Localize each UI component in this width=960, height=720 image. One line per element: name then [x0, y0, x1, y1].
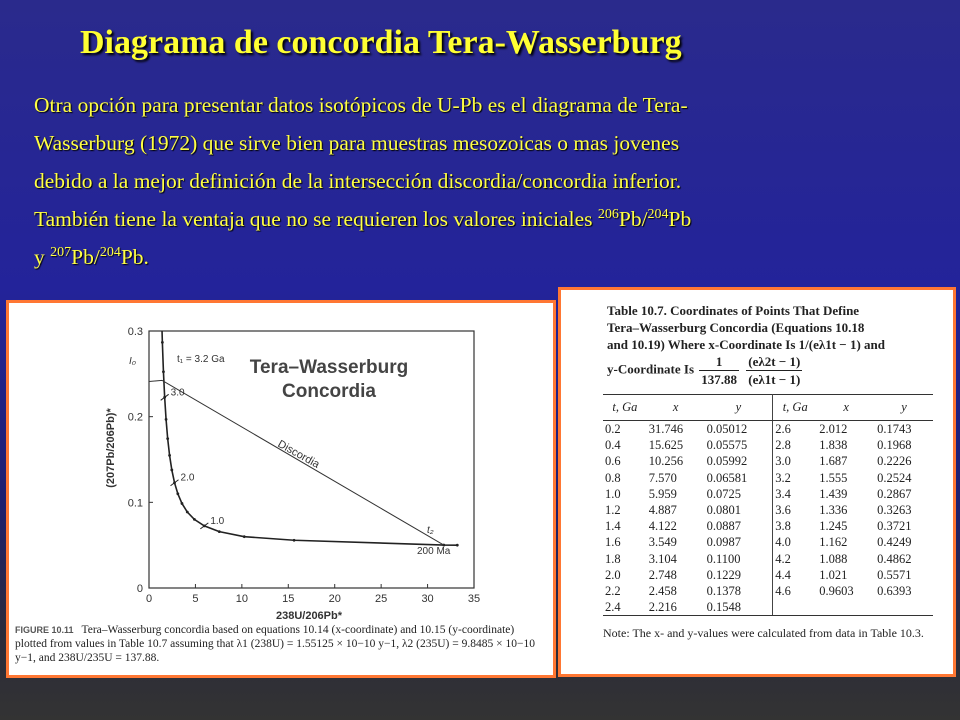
table-cell: 1.687	[819, 454, 848, 469]
table-row	[603, 437, 933, 453]
table-cell: 1.439	[819, 486, 848, 501]
concordia-point	[170, 469, 173, 472]
table-cell: 0.6	[605, 454, 621, 469]
table-title-line-3: and 10.19) Where x-Coordinate Is 1/(eλ1t − 1) and	[607, 337, 886, 352]
table-cell: 1.336	[819, 503, 848, 518]
superscript: 207	[50, 244, 72, 260]
table-cell: 0.1229	[705, 567, 773, 583]
concordia-point	[168, 454, 171, 457]
table-cell: 4.4	[775, 567, 791, 582]
t2-label: t₂	[427, 525, 434, 536]
concordia-point	[161, 341, 164, 344]
figure-panel	[6, 300, 556, 678]
intro-line-4-end: Pb	[668, 207, 692, 231]
table-cell	[817, 599, 875, 616]
concordia-point	[218, 530, 221, 533]
y-tick-label: 0	[136, 583, 143, 595]
table-cell	[773, 599, 818, 616]
table-cell: 4.122	[648, 519, 677, 534]
table-cell: 1.088	[819, 551, 848, 566]
age-label: 200 Ma	[417, 546, 451, 557]
table-cell: 0.2226	[877, 454, 912, 469]
table-panel	[558, 287, 956, 677]
table-cell: 4.0	[775, 535, 791, 550]
y-tick-label: 0.1	[127, 497, 143, 510]
table-cell: 1.838	[819, 438, 848, 453]
table-note: Note: The x- and y-values were calculated from data in Table 10.3.	[603, 626, 924, 641]
superscript: 204	[647, 206, 669, 222]
concordia-point	[243, 535, 246, 538]
table-cell: 0.1968	[877, 438, 912, 453]
intro-line-2: Wasserburg (1972) que sirve bien para muestras mesozoicas o mas jovenes	[34, 131, 680, 155]
table-cell: 0.05575	[705, 437, 773, 453]
discordia-label: Discordia	[275, 438, 322, 471]
table-cell: 3.549	[648, 535, 677, 550]
table-row	[603, 583, 933, 599]
coordinates-table	[603, 394, 933, 616]
annotation-label: 1.0	[210, 515, 225, 527]
table-cell: 0.05012	[705, 421, 773, 438]
table-cell: 3.4	[775, 486, 791, 501]
y-tick-label: 0.3	[127, 326, 143, 338]
concordia-line	[158, 303, 457, 545]
table-cell: 1.245	[819, 519, 848, 534]
y-tick-label: 0.2	[127, 411, 143, 424]
table-cell: 4.2	[775, 551, 791, 566]
table-cell: 0.06581	[705, 470, 773, 486]
x-tick-label: 15	[282, 593, 295, 605]
table-row	[603, 567, 933, 583]
chart-title-line-1: Tera–Wasserburg	[249, 357, 409, 378]
table-cell: 1.4	[605, 519, 621, 534]
table-cell: 3.0	[775, 454, 791, 469]
t1-label: t₁ = 3.2 Ga	[177, 354, 225, 365]
table-cell: 2.458	[648, 584, 677, 599]
table-cell: 1.021	[819, 567, 848, 582]
table-cell: 0.05992	[705, 453, 773, 469]
table-row	[603, 599, 933, 616]
table-cell: 10.256	[648, 454, 684, 469]
table-cell: 2.8	[775, 438, 791, 453]
intro-line-4-mid: Pb/	[618, 207, 648, 231]
table-cell: 3.6	[775, 503, 791, 518]
fraction-denominator: 137.88	[701, 372, 738, 387]
fraction-2-denominator: (eλ1t − 1)	[748, 372, 801, 387]
fraction-2	[746, 353, 802, 388]
superscript: 206	[597, 206, 619, 222]
table-row	[603, 502, 933, 518]
table-row	[603, 470, 933, 486]
table-cell: 2.0	[605, 567, 621, 582]
table-cell: 0.0725	[705, 486, 773, 502]
table-cell: 0.1100	[705, 551, 773, 567]
table-cell: 31.746	[648, 422, 684, 436]
table-cell: 0.6393	[877, 584, 912, 599]
concordia-point	[186, 511, 189, 514]
table-cell: 1.8	[605, 551, 621, 566]
concordia-point	[176, 492, 179, 495]
table-row	[603, 518, 933, 534]
concordia-point	[166, 437, 169, 440]
table-cell: 0.8	[605, 470, 621, 485]
table-cell: 0.1743	[877, 422, 912, 436]
table-cell: 0.4	[605, 438, 621, 453]
table-cell: 15.625	[648, 438, 684, 453]
table-cell: 7.570	[648, 470, 677, 485]
intro-line-4	[34, 200, 914, 238]
col-header: x	[817, 395, 875, 421]
table-title-line-2: Tera–Wasserburg Concordia (Equations 10.18	[607, 320, 865, 335]
col-header: y	[705, 395, 773, 421]
table-cell: 2.748	[648, 567, 677, 582]
x-tick-label: 0	[145, 593, 153, 605]
intro-line-1: Otra opción para presentar datos isotópicos de U-Pb es el diagrama de Tera-	[34, 93, 688, 117]
discordia-line	[149, 380, 444, 545]
table-cell: 1.2	[605, 503, 621, 518]
table-cell: 0.2	[605, 422, 621, 436]
table-header-row	[603, 395, 933, 421]
chart-title-line-2: Concordia	[282, 381, 376, 402]
table-row	[603, 486, 933, 502]
intro-line-5	[34, 238, 914, 276]
intro-line-4-text: También tiene la ventaja que no se requieren los valores iniciales	[34, 207, 598, 231]
table-cell: 2.216	[647, 599, 705, 616]
concordia-point	[165, 418, 168, 421]
concordia-point	[181, 502, 184, 505]
table-row	[603, 421, 933, 438]
coordinates-table-wrap	[603, 302, 933, 641]
col-header: x	[647, 395, 705, 421]
table-cell: 0.3721	[877, 519, 912, 534]
table-cell: 0.9603	[819, 584, 854, 599]
table-row	[603, 551, 933, 567]
table-cell: 2.2	[605, 584, 621, 599]
intro-line-5-mid: Pb/	[71, 245, 100, 269]
table-cell: 0.2524	[877, 470, 912, 485]
table-cell: 0.2867	[877, 486, 912, 501]
table-cell: 0.1548	[705, 599, 773, 616]
col-header: t, Ga	[603, 395, 647, 421]
col-header: t, Ga	[773, 395, 818, 421]
annotation-label: 3.0	[170, 387, 185, 399]
y-axis-label: (207Pb/206Pb)*	[105, 408, 117, 488]
table-cell: 0.1378	[705, 583, 773, 599]
table-cell: 0.0801	[705, 502, 773, 518]
fraction	[699, 353, 739, 388]
x-tick-label: 30	[421, 593, 434, 605]
concordia-point	[193, 518, 196, 521]
table-title-line-4-text: y-Coordinate Is	[607, 361, 695, 377]
x-tick-label: 25	[375, 593, 388, 605]
table-cell: 3.2	[775, 470, 791, 485]
table-cell: 0.3263	[877, 503, 912, 518]
table-row	[603, 534, 933, 550]
table-cell: 0.0887	[705, 518, 773, 534]
intro-line-5-end: Pb.	[120, 245, 149, 269]
table-cell: 0.5571	[877, 567, 912, 582]
table-cell: 0.0987	[705, 534, 773, 550]
table-cell: 0.4862	[877, 551, 912, 566]
intro-line-5-text: y	[34, 245, 51, 269]
table-cell: 0.4249	[877, 535, 912, 550]
table-cell: 3.8	[775, 519, 791, 534]
x-tick-label: 10	[235, 593, 248, 605]
x-tick-label: 20	[328, 593, 341, 605]
table-cell: 1.0	[605, 486, 621, 501]
fraction-2-numerator: (eλ2t − 1)	[748, 354, 801, 369]
table-cell: 3.104	[648, 551, 677, 566]
x-tick-label: 35	[467, 593, 481, 605]
table-cell: 4.6	[775, 584, 791, 599]
i0-label: I₀	[129, 356, 136, 367]
concordia-point	[456, 544, 459, 547]
table-row	[603, 453, 933, 469]
tera-wasserburg-chart	[9, 303, 553, 621]
table-cell: 1.555	[819, 470, 848, 485]
annotation-label: 2.0	[180, 472, 195, 484]
table-cell: 1.162	[819, 535, 848, 550]
table-cell: 2.012	[819, 422, 848, 436]
concordia-point	[162, 370, 165, 373]
figure-caption	[15, 623, 545, 665]
table-cell: 2.4	[603, 599, 647, 616]
table-cell: 4.887	[648, 503, 677, 518]
concordia-point	[293, 539, 296, 542]
table-cell: 5.959	[648, 486, 677, 501]
caption-text: Tera–Wasserburg concordia based on equations 10.14 (x-coordinate) and 10.15 (y-coordinate) plotted from values in Table 10.7 assuming that λ1 (238U) = 1.55125 × 10−10 y−1, λ2 (235U) = 9.8485 × 10−10 y−1, and 238U/235U = 137.88.	[15, 624, 535, 664]
table-cell: 2.6	[775, 422, 791, 436]
slide-title: Diagrama de concordia Tera-Wasserburg	[80, 24, 682, 61]
x-axis-label: 238U/206Pb*	[275, 610, 343, 621]
table-title-line-1: Table 10.7. Coordinates of Points That Define	[607, 303, 860, 318]
table-title-line-4	[607, 353, 933, 388]
table-cell	[875, 599, 933, 616]
fraction-numerator: 1	[699, 353, 739, 371]
superscript: 204	[99, 244, 121, 260]
table-title	[607, 302, 933, 388]
x-tick-label: 5	[192, 593, 199, 605]
table-cell: 1.6	[605, 535, 621, 550]
intro-line-3: debido a la mejor definición de la intersección discordia/concordia inferior.	[34, 169, 682, 193]
col-header: y	[875, 395, 933, 421]
figure-label: FIGURE 10.11	[15, 625, 74, 635]
intro-text	[34, 86, 914, 276]
